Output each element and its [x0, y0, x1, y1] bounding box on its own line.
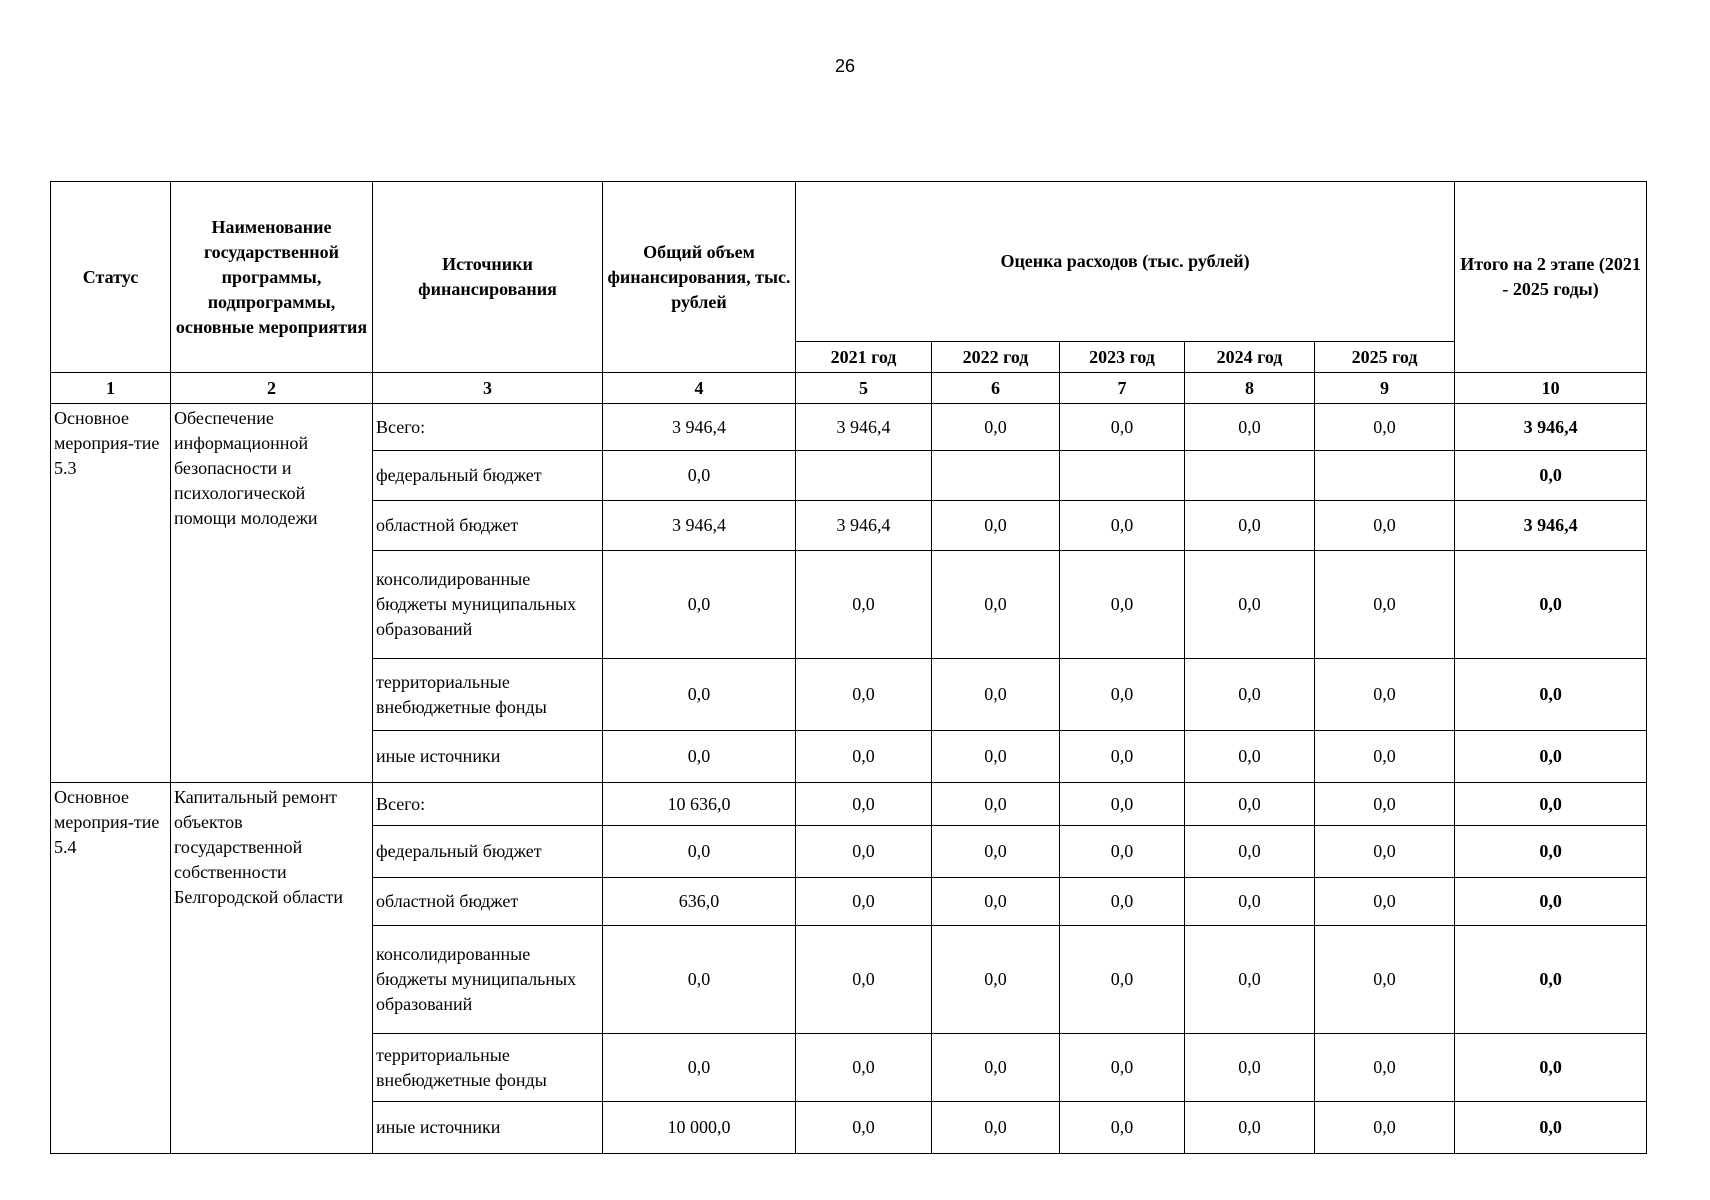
total-volume-cell: 0,0	[603, 926, 796, 1034]
total-volume-cell: 0,0	[603, 826, 796, 878]
year-value-cell: 0,0	[1315, 731, 1455, 783]
column-index: 8	[1185, 373, 1315, 404]
header-year: 2021 год	[796, 342, 932, 373]
year-value-cell: 0,0	[1185, 1034, 1315, 1102]
stage-total-cell: 0,0	[1455, 783, 1647, 826]
financing-source-cell: территориальные внебюджетные фонды	[373, 659, 603, 731]
year-value-cell: 0,0	[1315, 878, 1455, 926]
column-index: 1	[51, 373, 171, 404]
financing-source-cell: областной бюджет	[373, 878, 603, 926]
total-volume-cell: 10 000,0	[603, 1102, 796, 1154]
year-value-cell: 0,0	[1060, 826, 1185, 878]
year-value-cell: 0,0	[1185, 404, 1315, 451]
year-value-cell: 0,0	[1060, 501, 1185, 551]
stage-total-cell: 0,0	[1455, 659, 1647, 731]
stage-total-cell: 0,0	[1455, 826, 1647, 878]
year-value-cell: 3 946,4	[796, 501, 932, 551]
year-value-cell: 0,0	[1315, 783, 1455, 826]
year-value-cell: 0,0	[796, 551, 932, 659]
year-value-cell: 0,0	[1060, 878, 1185, 926]
program-name-cell: Капитальный ремонт объектов государственной собственности Белгородской области	[171, 783, 373, 1154]
total-volume-cell: 0,0	[603, 731, 796, 783]
year-value-cell: 0,0	[932, 926, 1060, 1034]
year-value-cell: 0,0	[1060, 404, 1185, 451]
year-value-cell: 0,0	[796, 878, 932, 926]
stage-total-cell: 0,0	[1455, 731, 1647, 783]
year-value-cell: 0,0	[1315, 1102, 1455, 1154]
stage-total-cell: 0,0	[1455, 1102, 1647, 1154]
financing-source-cell: консолидированные бюджеты муниципальных образований	[373, 926, 603, 1034]
stage-total-cell: 0,0	[1455, 878, 1647, 926]
year-value-cell: 0,0	[1185, 501, 1315, 551]
financing-source-cell: Всего:	[373, 783, 603, 826]
status-cell: Основное мероприя-тие 5.4	[51, 783, 171, 1154]
year-value-cell	[796, 451, 932, 501]
status-cell: Основное мероприя-тие 5.3	[51, 404, 171, 783]
year-value-cell: 0,0	[932, 783, 1060, 826]
year-value-cell: 0,0	[796, 1034, 932, 1102]
year-value-cell: 0,0	[1060, 1102, 1185, 1154]
year-value-cell: 0,0	[1060, 783, 1185, 826]
total-volume-cell: 0,0	[603, 659, 796, 731]
table-row	[51, 404, 1647, 451]
column-index: 6	[932, 373, 1060, 404]
year-value-cell: 0,0	[796, 1102, 932, 1154]
column-index: 3	[373, 373, 603, 404]
header-year: 2022 год	[932, 342, 1060, 373]
year-value-cell: 0,0	[1315, 404, 1455, 451]
total-volume-cell: 3 946,4	[603, 501, 796, 551]
year-value-cell: 0,0	[796, 826, 932, 878]
year-value-cell: 0,0	[1185, 551, 1315, 659]
year-value-cell	[1185, 451, 1315, 501]
stage-total-cell: 0,0	[1455, 926, 1647, 1034]
year-value-cell: 0,0	[932, 501, 1060, 551]
header-program-name: Наименование государственной программы, подпрограммы, основные мероприятия	[171, 182, 373, 373]
year-value-cell	[1315, 451, 1455, 501]
financing-source-cell: федеральный бюджет	[373, 826, 603, 878]
financing-source-cell: областной бюджет	[373, 501, 603, 551]
year-value-cell: 0,0	[1060, 926, 1185, 1034]
year-value-cell: 0,0	[932, 826, 1060, 878]
year-value-cell: 0,0	[1060, 659, 1185, 731]
header-financing-sources: Источники финансирования	[373, 182, 603, 373]
year-value-cell: 0,0	[932, 551, 1060, 659]
year-value-cell: 0,0	[1185, 1102, 1315, 1154]
header-year: 2025 год	[1315, 342, 1455, 373]
column-index: 4	[603, 373, 796, 404]
total-volume-cell: 0,0	[603, 451, 796, 501]
year-value-cell: 0,0	[1315, 551, 1455, 659]
year-value-cell: 0,0	[932, 1102, 1060, 1154]
total-volume-cell: 636,0	[603, 878, 796, 926]
year-value-cell: 0,0	[932, 878, 1060, 926]
stage-total-cell: 0,0	[1455, 451, 1647, 501]
year-value-cell: 0,0	[1315, 501, 1455, 551]
year-value-cell: 0,0	[932, 1034, 1060, 1102]
financing-source-cell: Всего:	[373, 404, 603, 451]
table-row	[51, 783, 1647, 826]
year-value-cell: 0,0	[1315, 826, 1455, 878]
stage-total-cell: 3 946,4	[1455, 501, 1647, 551]
header-year: 2024 год	[1185, 342, 1315, 373]
financing-table	[50, 181, 1647, 1154]
year-value-cell: 0,0	[796, 926, 932, 1034]
header-status: Статус	[51, 182, 171, 373]
year-value-cell	[1060, 451, 1185, 501]
year-value-cell: 0,0	[796, 783, 932, 826]
column-index: 7	[1060, 373, 1185, 404]
header-year: 2023 год	[1060, 342, 1185, 373]
year-value-cell: 0,0	[1185, 878, 1315, 926]
financing-source-cell: иные источники	[373, 731, 603, 783]
year-value-cell: 0,0	[796, 659, 932, 731]
total-volume-cell: 10 636,0	[603, 783, 796, 826]
total-volume-cell: 3 946,4	[603, 404, 796, 451]
year-value-cell: 0,0	[932, 731, 1060, 783]
column-index: 9	[1315, 373, 1455, 404]
year-value-cell: 0,0	[1060, 731, 1185, 783]
page-number: 26	[834, 56, 856, 76]
year-value-cell: 0,0	[1060, 551, 1185, 659]
stage-total-cell: 0,0	[1455, 551, 1647, 659]
year-value-cell: 0,0	[1185, 783, 1315, 826]
stage-total-cell: 0,0	[1455, 1034, 1647, 1102]
year-value-cell: 0,0	[1185, 826, 1315, 878]
column-index: 5	[796, 373, 932, 404]
program-name-cell: Обеспечение информационной безопасности и психологической помощи молодежи	[171, 404, 373, 783]
financing-source-cell: консолидированные бюджеты муниципальных образований	[373, 551, 603, 659]
year-value-cell: 0,0	[932, 404, 1060, 451]
year-value-cell: 0,0	[1185, 659, 1315, 731]
financing-source-cell: федеральный бюджет	[373, 451, 603, 501]
column-index: 10	[1455, 373, 1647, 404]
stage-total-cell: 3 946,4	[1455, 404, 1647, 451]
year-value-cell	[932, 451, 1060, 501]
year-value-cell: 0,0	[1315, 1034, 1455, 1102]
year-value-cell: 0,0	[932, 659, 1060, 731]
year-value-cell: 0,0	[1315, 926, 1455, 1034]
year-value-cell: 3 946,4	[796, 404, 932, 451]
year-value-cell: 0,0	[1185, 926, 1315, 1034]
year-value-cell: 0,0	[1185, 731, 1315, 783]
header-stage-total: Итого на 2 этапе (2021 - 2025 годы)	[1455, 182, 1647, 373]
header-expense-estimate: Оценка расходов (тыс. рублей)	[796, 182, 1455, 342]
column-index: 2	[171, 373, 373, 404]
header-total-volume: Общий объем финансирования, тыс. рублей	[603, 182, 796, 373]
year-value-cell: 0,0	[796, 731, 932, 783]
table-body	[51, 404, 1647, 1154]
total-volume-cell: 0,0	[603, 551, 796, 659]
total-volume-cell: 0,0	[603, 1034, 796, 1102]
year-value-cell: 0,0	[1060, 1034, 1185, 1102]
financing-source-cell: иные источники	[373, 1102, 603, 1154]
year-value-cell: 0,0	[1315, 659, 1455, 731]
financing-source-cell: территориальные внебюджетные фонды	[373, 1034, 603, 1102]
